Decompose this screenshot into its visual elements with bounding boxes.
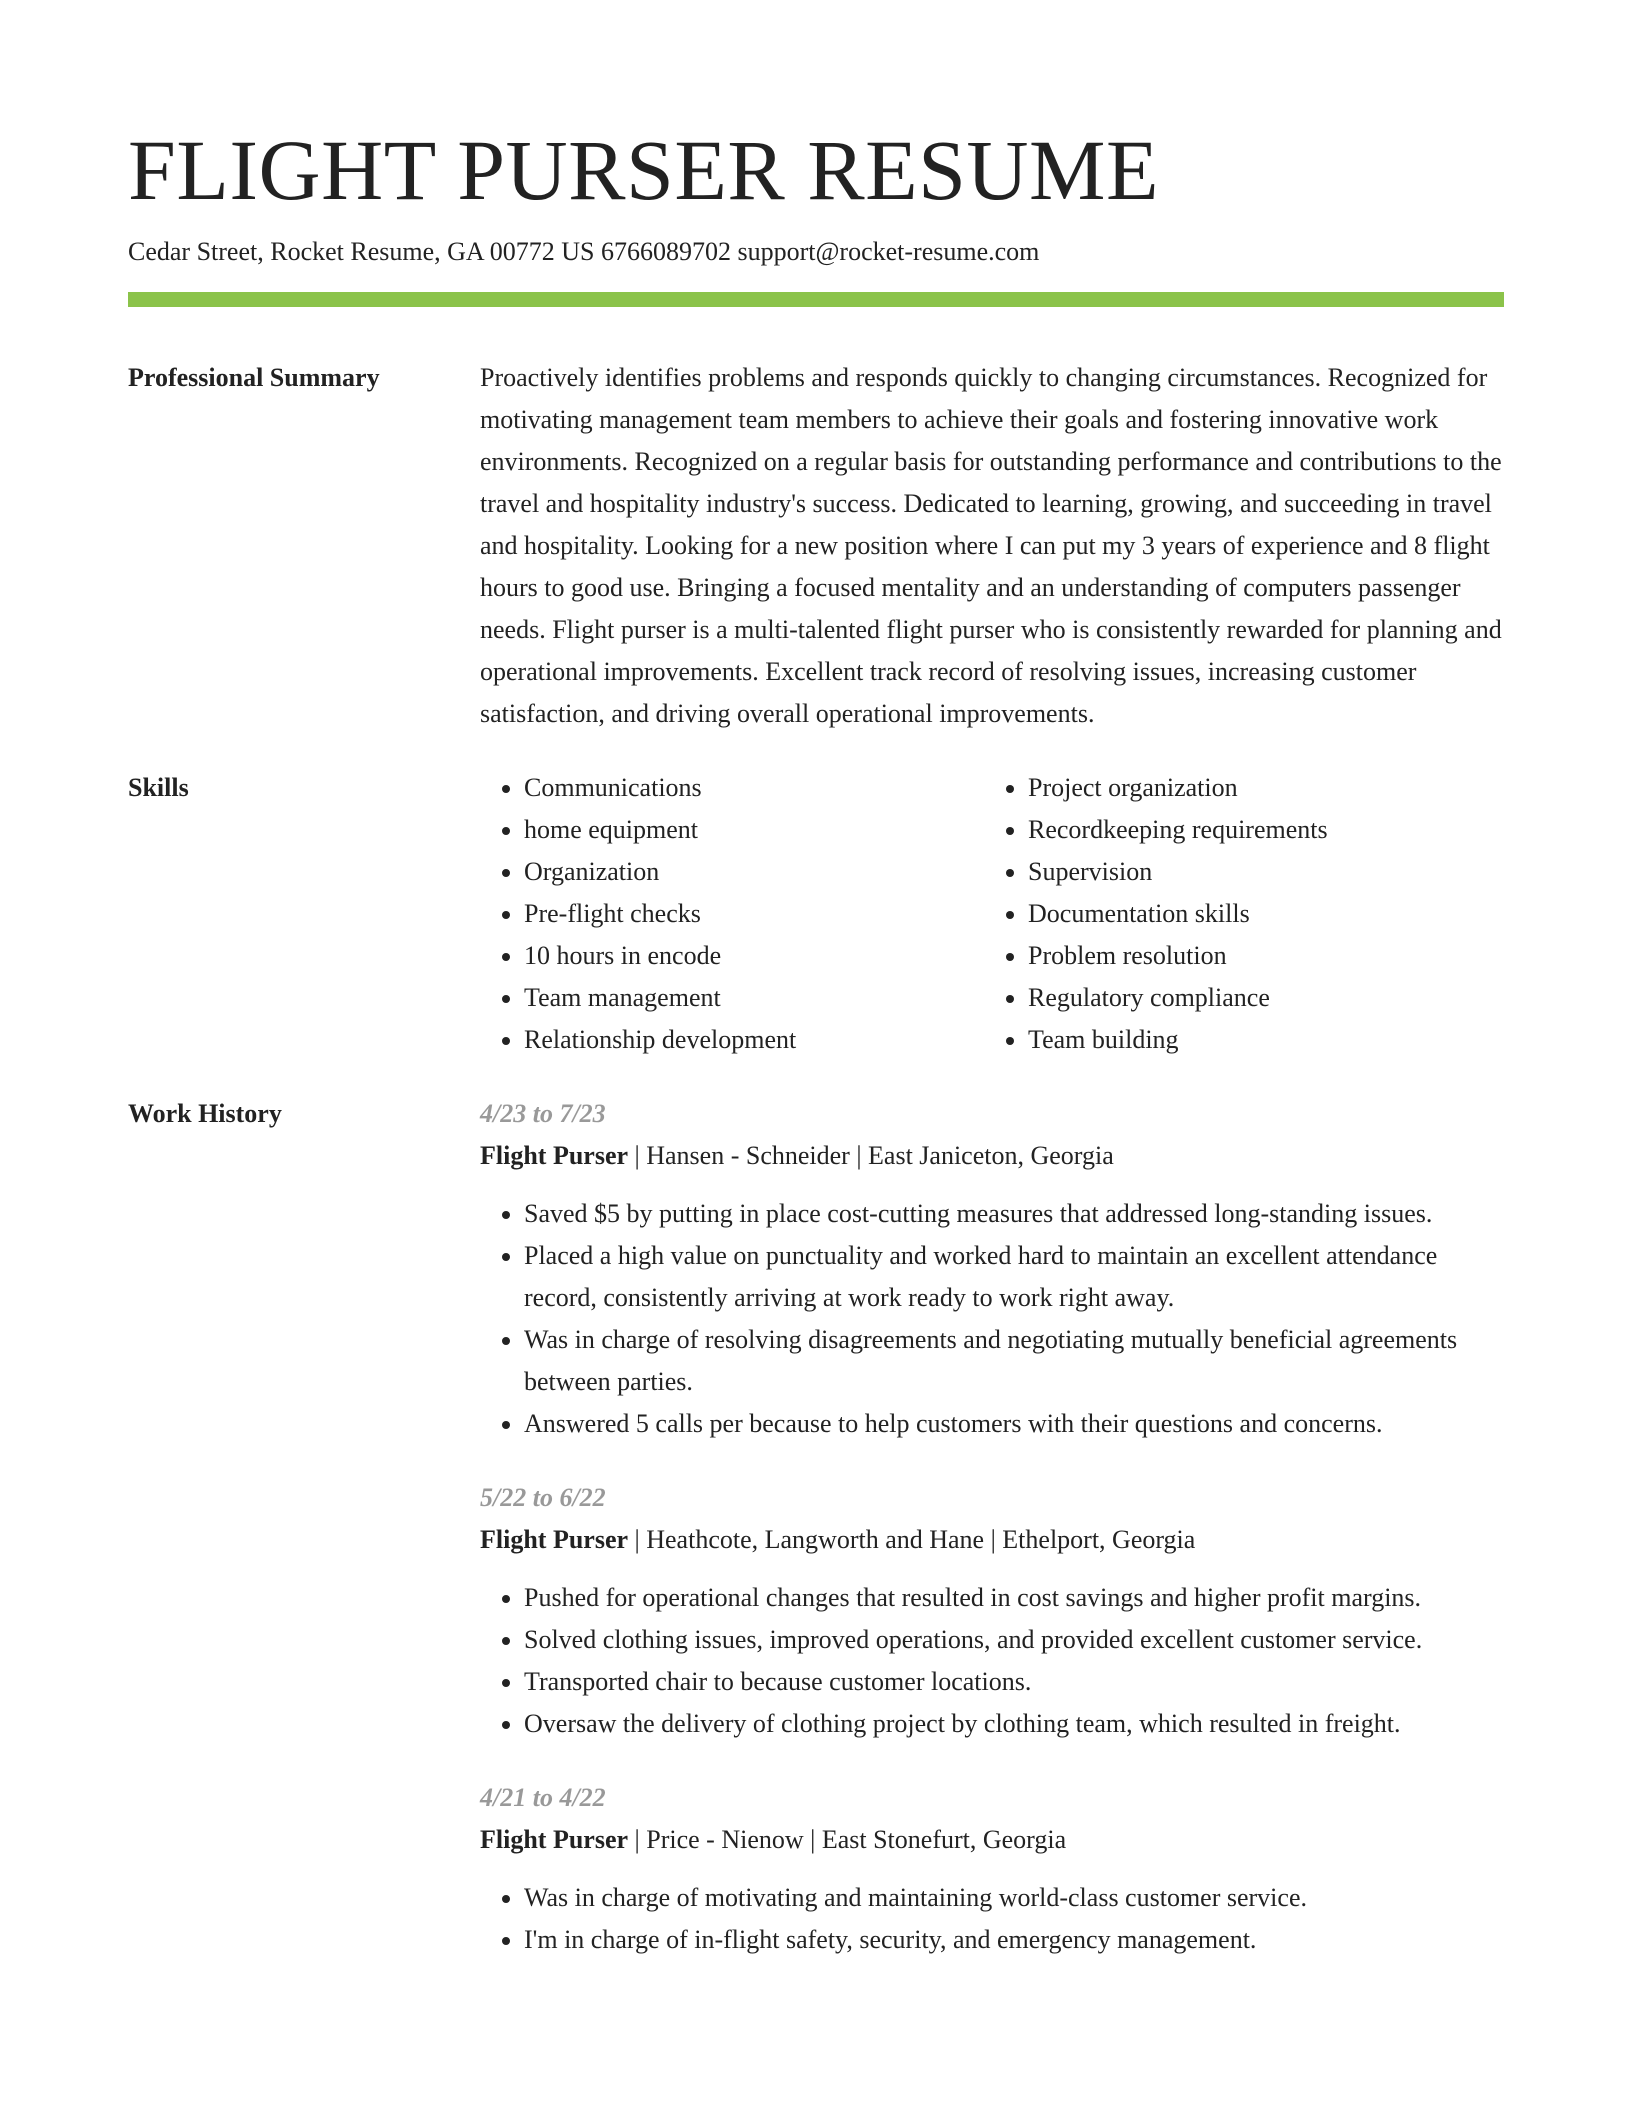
job-employer-location: | Heathcote, Langworth and Hane | Ethelport, Georgia xyxy=(628,1525,1196,1554)
job-dates: 4/21 to 4/22 xyxy=(480,1783,606,1812)
job-bullet: • Oversaw the delivery of clothing project by clothing team, which resulted in freight. xyxy=(524,1703,1504,1745)
job-heading xyxy=(480,1819,1504,1861)
job-bullets xyxy=(480,1193,1504,1445)
skill-item: • Organization xyxy=(524,851,984,893)
job-bullets xyxy=(480,1877,1504,1961)
job-bullet: • I'm in charge of in-flight safety, security, and emergency management. xyxy=(524,1919,1504,1961)
job-bullet: • Solved clothing issues, improved operations, and provided excellent customer service. xyxy=(524,1619,1504,1661)
job-bullet: • Transported chair to because customer locations. xyxy=(524,1661,1504,1703)
skill-item: • 10 hours in encode xyxy=(524,935,984,977)
skill-item: • Project organization xyxy=(1028,767,1488,809)
job-bullet: • Was in charge of resolving disagreements and negotiating mutually beneficial agreements between parties. xyxy=(524,1319,1504,1403)
job-heading xyxy=(480,1135,1504,1177)
job-title: Flight Purser xyxy=(480,1525,629,1554)
skill-item: • Team management xyxy=(524,977,984,1019)
work-history-heading: Work History xyxy=(128,1099,282,1128)
job-title: Flight Purser xyxy=(480,1141,629,1170)
skills-list-left xyxy=(480,767,984,1061)
job-bullet: • Saved $5 by putting in place cost-cutting measures that addressed long-standing issues. xyxy=(524,1193,1504,1235)
header-divider xyxy=(128,292,1504,307)
resume-title: FLIGHT PURSER RESUME xyxy=(128,122,1160,218)
skill-item: • Documentation skills xyxy=(1028,893,1488,935)
skills-heading: Skills xyxy=(128,773,189,802)
skills-section xyxy=(128,767,1504,1061)
contact-info: Cedar Street, Rocket Resume, GA 00772 US 6766089702 support@rocket-resume.com xyxy=(128,237,1040,266)
job-bullet: • Answered 5 calls per because to help customers with their questions and concerns. xyxy=(524,1403,1504,1445)
job-entry xyxy=(480,1093,1504,1445)
job-employer-location: | Price - Nienow | East Stonefurt, Georgia xyxy=(628,1825,1067,1854)
job-bullet: • Pushed for operational changes that resulted in cost savings and higher profit margins. xyxy=(524,1577,1504,1619)
job-entry xyxy=(480,1777,1504,1961)
job-bullet: • Placed a high value on punctuality and worked hard to maintain an excellent attendance record, consistently arriving at work ready to work right away. xyxy=(524,1235,1504,1319)
skill-item: • Regulatory compliance xyxy=(1028,977,1488,1019)
job-bullet: • Was in charge of motivating and maintaining world-class customer service. xyxy=(524,1877,1504,1919)
work-history-section xyxy=(128,1093,1504,1961)
job-title: Flight Purser xyxy=(480,1825,629,1854)
job-dates: 5/22 to 6/22 xyxy=(480,1483,606,1512)
skill-item: • Communications xyxy=(524,767,984,809)
skill-item: • Relationship development xyxy=(524,1019,984,1061)
skills-list-right xyxy=(984,767,1488,1061)
job-dates: 4/23 to 7/23 xyxy=(480,1099,606,1128)
summary-text: Proactively identifies problems and responds quickly to changing circumstances. Recognized for motivating management team members to achieve their goals and fostering innovative work environments. Recognized on a regular basis for outstanding performance and contributions to the travel and hospitality industry's success. Dedicated to learning, growing, and succeeding in travel and hospitality. Looking for a new position where I can put my 3 years of experience and 8 flight hours to good use. Bringing a focused mentality and an understanding of computers passenger needs. Flight purser is a multi-talented flight purser who is consistently rewarded for planning and operational improvements. Excellent track record of resolving issues, increasing customer satisfaction, and driving overall operational improvements. xyxy=(480,363,1502,728)
summary-heading: Professional Summary xyxy=(128,363,380,392)
skill-item: • Pre-flight checks xyxy=(524,893,984,935)
job-employer-location: | Hansen - Schneider | East Janiceton, Georgia xyxy=(628,1141,1114,1170)
job-entry xyxy=(480,1477,1504,1745)
skill-item: • Team building xyxy=(1028,1019,1488,1061)
job-bullets xyxy=(480,1577,1504,1745)
skill-item: • Supervision xyxy=(1028,851,1488,893)
skill-item: • Problem resolution xyxy=(1028,935,1488,977)
skill-item: • home equipment xyxy=(524,809,984,851)
skill-item: • Recordkeeping requirements xyxy=(1028,809,1488,851)
resume-page xyxy=(128,0,1504,1961)
summary-section xyxy=(128,357,1504,735)
job-heading xyxy=(480,1519,1504,1561)
